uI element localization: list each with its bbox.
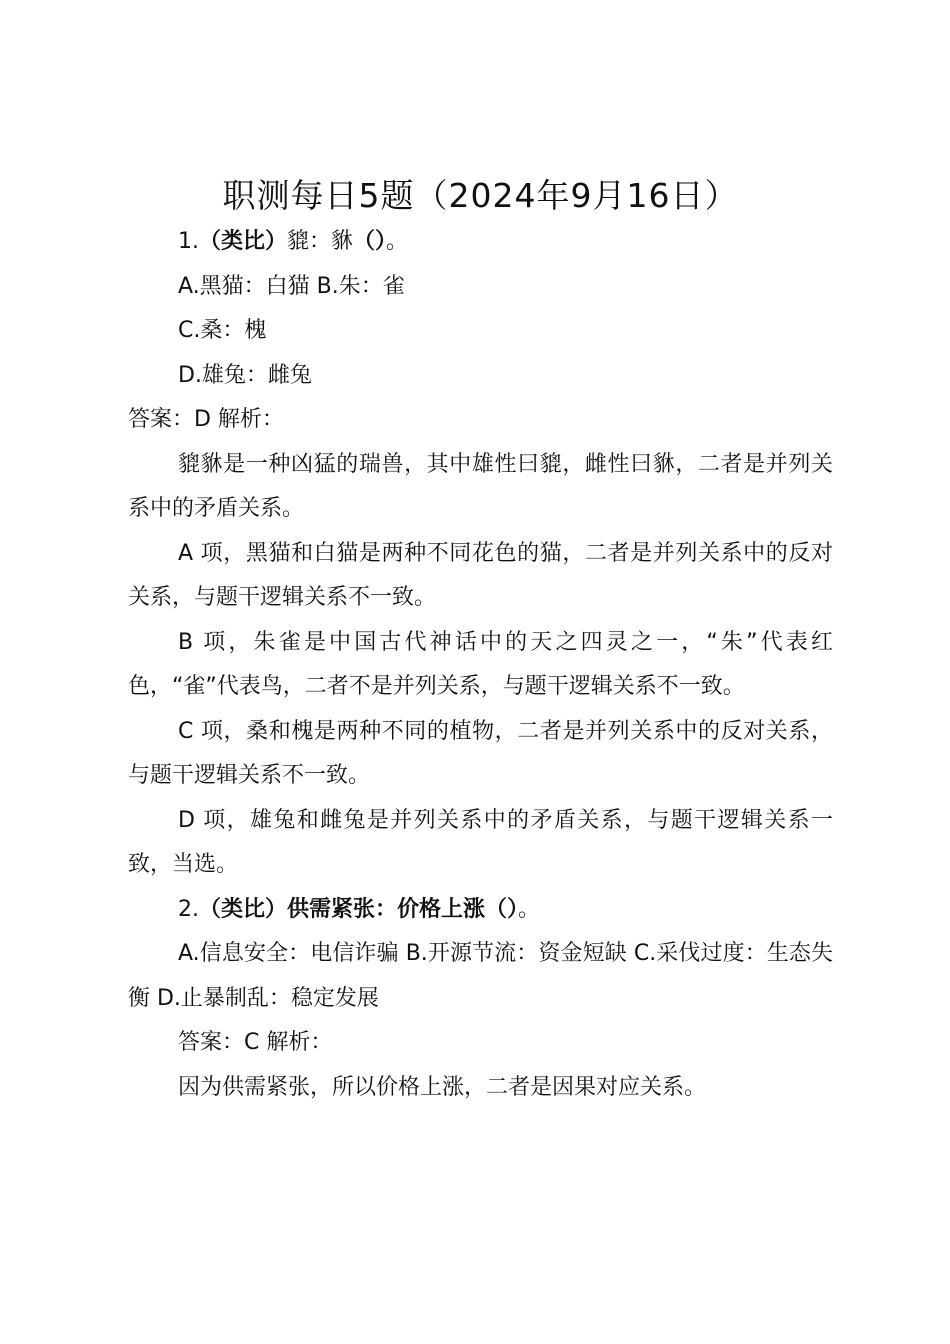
question-1-answer: 答案：D 解析： [128,407,284,432]
question-1-explanation-d: D 项，雄兔和雌兔是并列关系中的矛盾关系，与题干逻辑关系一致，当选。 [128,807,833,877]
question-1-end: 。 [386,229,409,254]
document-page [128,172,833,1110]
question-2-number: 2. [178,896,199,922]
question-2-end: 。 [518,896,541,922]
question-2-options: A.信息安全：电信诈骗 B.开源节流：资金短缺 C.采伐过度：生态失衡 D.止暴制乱：稳定发展 [128,941,833,1011]
question-1-explanation-a: A 项，黑猫和白猫是两种不同花色的猫，二者是并列关系中的反对关系，与题干逻辑关系不一致。 [128,540,833,610]
question-2-stem [128,888,833,933]
question-1-options-ab: A.黑猫：白猫 B.朱：雀 [178,273,405,299]
page-title: 职测每日5题（2024年9月16日） [222,176,739,215]
question-1-tag: （类比） [199,229,288,254]
question-1-option-c: C.桑：槐 [178,318,267,343]
question-1-number: 1. [178,229,199,254]
question-2-text: （类比）供需紧张：价格上涨（） [199,896,519,922]
question-2-answer: 答案：C 解析： [178,1030,333,1055]
question-1-blank: （） [353,229,387,254]
question-2-explanation: 因为供需紧张，所以价格上涨，二者是因果对应关系。 [178,1074,707,1100]
question-1-text: 貔：貅 [287,229,354,254]
question-1-option-d: D.雄兔：雌兔 [178,362,312,388]
question-1-explanation-summary: 貔貅是一种凶猛的瑞兽，其中雄性曰貔，雌性曰貅，二者是并列关系中的矛盾关系。 [128,451,833,521]
question-1-explanation-b: B 项，朱雀是中国古代神话中的天之四灵之一，“朱”代表红色，“雀”代表鸟，二者不是并列关系，与题干逻辑关系不一致。 [128,629,833,699]
question-1-explanation-c: C 项，桑和槐是两种不同的植物，二者是并列关系中的反对关系，与题干逻辑关系不一致。 [128,718,833,788]
question-1-stem [128,220,833,265]
